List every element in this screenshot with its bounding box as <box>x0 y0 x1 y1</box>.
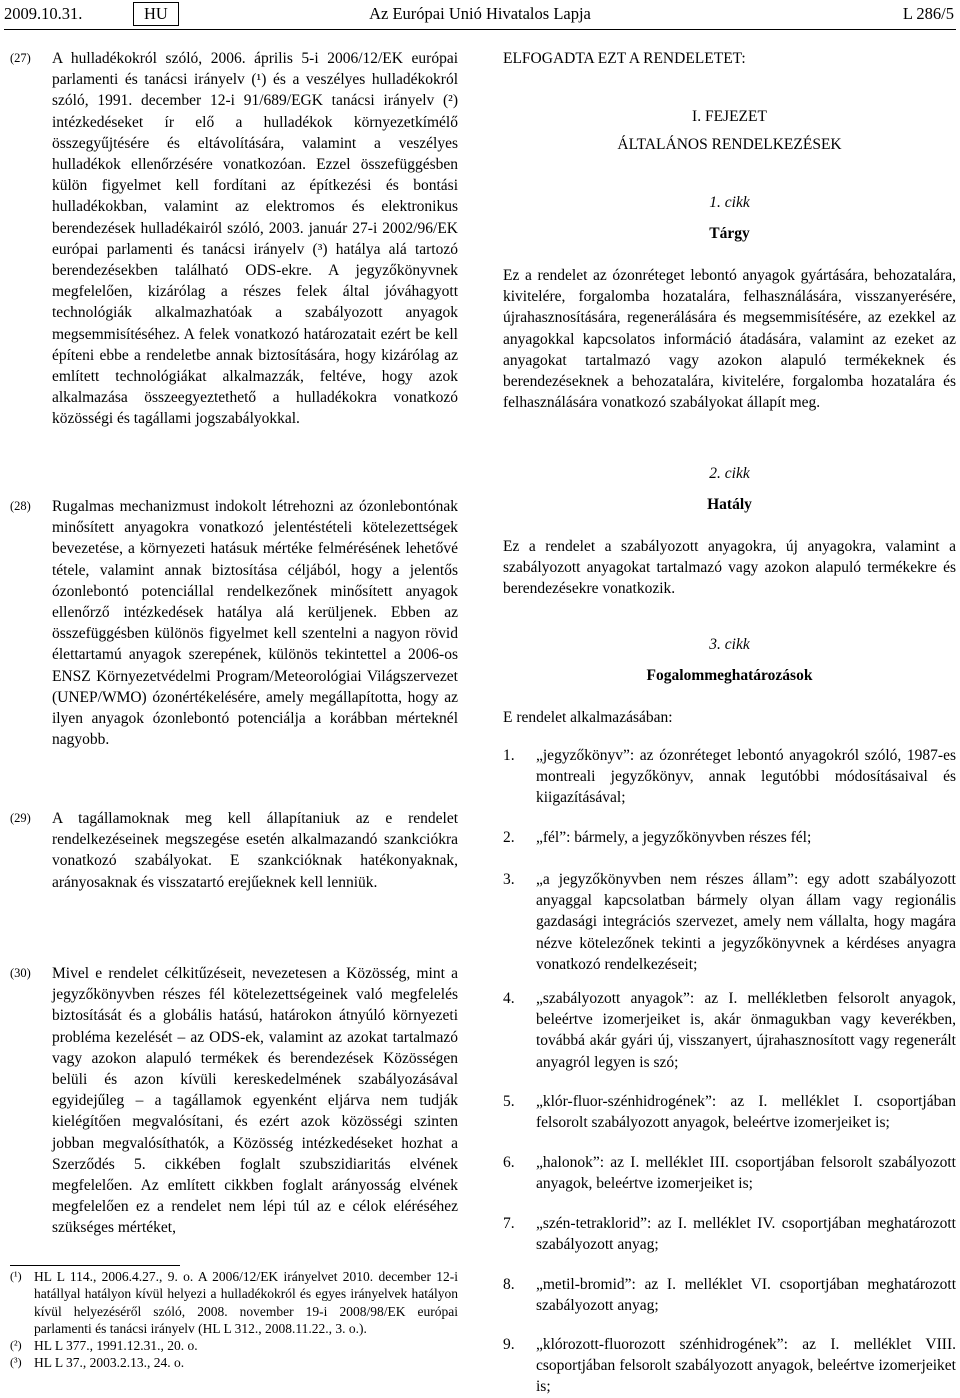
adopted-line: ELFOGADTA EZT A RENDELETET: <box>503 50 746 67</box>
recital-number: (27) <box>10 51 31 65</box>
recital-number: (29) <box>10 811 31 825</box>
definition-number: 6. <box>503 1154 515 1171</box>
recital-28 <box>10 496 458 750</box>
recital-27 <box>10 48 458 430</box>
footnote-text: HL L 114., 2006.4.27., 9. o. A 2006/12/EK irányelvet 2010. december 12-i hatállyal hatályon kívül helyezi a hulladékokról és egyes irányelvek hatályon kívül helyezéséről szóló, 2008. november 19-i 2008/98/EK európai parlamenti és tanácsi irányelv (HL L 312., 2008.11.22., 3. o.). <box>34 1269 458 1336</box>
recital-text: A tagállamoknak meg kell állapítaniuk az e rendelet rendelkezéseinek megszegése esetén alkalmazandó szankciókra vonatkozó szabályokat. E szankcióknak hatékonyaknak, arányosaknak és visszatartó erejűeknek kell lenniük. <box>52 810 458 891</box>
recital-number: (30) <box>10 966 31 980</box>
chapter-title: ÁLTALÁNOS RENDELKEZÉSEK <box>617 136 842 153</box>
definition-text: „halonok”: az I. melléklet III. csoportjában felsorolt szabályozott anyagok, beleértve izomerjeiket is; <box>536 1154 956 1193</box>
recital-30 <box>10 963 458 1239</box>
publication-date: 2009.10.31. <box>4 4 83 23</box>
definition-number: 7. <box>503 1215 515 1232</box>
language-badge: HU <box>133 2 179 26</box>
definition-1 <box>503 745 956 809</box>
definition-number: 3. <box>503 871 515 888</box>
page-header <box>0 0 960 30</box>
chapter-number: I. FEJEZET <box>692 108 767 125</box>
article-2-title: Hatály <box>707 496 752 513</box>
definition-number: 1. <box>503 747 515 764</box>
footnote-number: (¹) <box>10 1269 22 1283</box>
definition-5 <box>503 1091 956 1133</box>
footnote-text: HL L 37., 2003.2.13., 24. o. <box>34 1355 185 1371</box>
definition-number: 4. <box>503 990 515 1007</box>
header-rule <box>4 29 956 30</box>
recital-text: Mivel e rendelet célkitűzéseit, nevezetesen a Közösség, mint a jegyzőkönyvben részes fél kötelezettségeinek való megfelelés biztosítását és a globális hatású, határokon átnyúló környezeti probléma kezelését – az ODS-ek, valamint az azokat tartalmazó vagy azokon alapuló termékek és berendezések Közösségen belüli és azon kívüli kereskedelmének szabályozásával egyidejűleg – a tagállamok egyenként eljárva nem tudják kielégítően megvalósítani, és ezért azok közösségi szinten jobban megvalósíthatók, a Közösség intézkedéseket hozhat a Szerződés 5. cikkében foglalt szubszidiaritás elvének megfelelően. Az említett cikkben foglalt arányosság elvének megfelelően ez a rendelet nem lépi túl az e célok eléréséhez szükséges mértéket, <box>52 965 458 1237</box>
definition-8 <box>503 1274 956 1316</box>
definition-text: „fél”: bármely, a jegyzőkönyvben részes fél; <box>536 829 812 846</box>
footnote-3 <box>10 1354 458 1371</box>
footnote-rule <box>10 1265 180 1266</box>
article-1-text: Ez a rendelet az ózonréteget lebontó anyagok gyártására, behozatalára, kivitelére, forgalomba hozatalára, felhasználására, visszanyerésére, újrahasznosítására, regenerálására és megsemmisítésére, az ezekkel az anyagokkal kapcsolatos információ átadására, valamint az ezeket az anyagokat tartalmazó vagy azokon alapuló termékeknek és berendezéseknek a behozatalára, kivitelére, forgalomba hozatalára és felhasználására vonatkozó szabályokat állapít meg. <box>503 267 956 412</box>
definition-2 <box>503 827 956 848</box>
definition-text: „szén-tetraklorid”: az I. melléklet IV. csoportjában meghatározott szabályozott anyag; <box>536 1215 956 1254</box>
footnote-number: (³) <box>10 1355 22 1370</box>
recital-number: (28) <box>10 499 31 513</box>
footnote-1 <box>10 1268 458 1337</box>
recital-text: A hulladékokról szóló, 2006. április 5-i 2006/12/EK európai parlamenti és tanácsi irányelv (¹) és a veszélyes hulladékokról szóló, 1991. december 12-i 91/689/EGK tanácsi irányelv (²) intézkedéseket ír elő a hulladékok környezetkímélő összegyűjtésére és eltávolítására, valamint a veszélyes hulladékok ellenőrzésére vonatkozóan. Ezzel összefüggésben külön figyelmet kell fordítani az építkezési és bontási hulladékokban, valamint az elektromos és elektronikus berendezések hulladékairól szóló, 2003. január 27-i 2002/96/EK európai parlamenti és tanácsi irányelv (³) hatálya alá tartozó berendezésekben található ODS-ekre. A jegyzőkönyvnek megfelelően, kizárólag a részes felek által jóváhagyott technológiák alkalmazhatóak a szabályozott anyagok megsemmisítéséhez. A felek vonatkozó határozatait ezért be kell építeni ebbe a rendeletbe annak biztosítására, hogy kizárólag az említett technológiákat alkalmazzák, feltéve, hogy azok alkalmazása összeegyeztethető a hulladékokra vonatkozó közösségi és tagállami jogszabályokkal. <box>52 50 458 428</box>
definition-text: „klór-fluor-szénhidrogének”: az I. melléklet I. csoportjában felsorolt szabályozott anyagok, beleértve izomerjeiket is; <box>536 1093 956 1132</box>
recital-29 <box>10 808 458 893</box>
article-3-number: 3. cikk <box>709 636 750 653</box>
footnotes <box>10 1268 458 1372</box>
footnote-2 <box>10 1337 458 1354</box>
definition-text: „szabályozott anyagok”: az I. mellékletben felsorolt anyagok, beleértve izomerjeiket is, akár önmagukban vagy keverékben, továbbá akár gyári új, visszanyert, újrahasznosított vagy regenerált anyagról legyen is szó; <box>536 990 956 1071</box>
definition-9 <box>503 1334 956 1398</box>
definition-number: 2. <box>503 829 515 846</box>
definition-number: 8. <box>503 1276 515 1293</box>
definition-text: „klórozott-fluorozott szénhidrogének”: az I. melléklet VIII. csoportjában felsorolt szabályozott anyagok, beleértve izomerjeiket is; <box>536 1336 956 1396</box>
definition-7 <box>503 1213 956 1255</box>
definition-6 <box>503 1152 956 1194</box>
definition-text: „jegyzőkönyv”: az ózonréteget lebontó anyagokról szóló, 1987-es montreali jegyzőkönyv, annak legutóbbi módosításaival és kiigazításával; <box>536 747 956 807</box>
definition-3 <box>503 869 956 975</box>
footnote-text: HL L 377., 1991.12.31., 20. o. <box>34 1338 198 1354</box>
definition-number: 5. <box>503 1093 515 1110</box>
journal-title: Az Európai Unió Hivatalos Lapja <box>369 4 591 23</box>
article-2-number: 2. cikk <box>709 465 750 482</box>
article-1-number: 1. cikk <box>709 194 750 211</box>
definition-4 <box>503 988 956 1073</box>
page-number: L 286/5 <box>902 4 954 23</box>
footnote-number: (²) <box>10 1338 22 1353</box>
article-3-title: Fogalommeghatározások <box>646 667 813 684</box>
definition-text: „a jegyzőkönyvben nem részes állam”: egy adott szabályozott anyaggal kapcsolatban bármely olyan állam vagy regionális gazdasági integrációs szervezet, amely nem vállalta, hogy magára nézve kötelezőnek tekinti a jegyzőkönyvnek a kérdéses anyagra vonatkozó rendelkezéseit; <box>536 871 956 973</box>
article-1-title: Tárgy <box>709 225 750 242</box>
recital-text: Rugalmas mechanizmust indokolt létrehozni az ózonlebontónak minősített anyagokra vonatkozó jelentéstételi kötelezettségek bevezetése, a környezeti hatásuk mértéke felmérésének lehetővé tétele, valamint annak biztosítása céljából, hogy a jelentős ózonlebontó potenciállal rendelkezőnek minősített anyagok ellenőrző intézkedések hatálya alá kerüljenek. Ebben az összefüggésben különös figyelmet kell szentelni a nagyon rövid élettartamú anyagok szerepének, különös tekintettel a 2006-os ENSZ Környezetvédelmi Program/Meteorológiai Világszervezet (UNEP/WMO) ózonértékelésére, amely megállapította, hogy az ilyen anyagok ózonlebontó potenciálja a korábban mérteknél nagyobb. <box>52 498 458 749</box>
definition-number: 9. <box>503 1336 515 1353</box>
definition-text: „metil-bromid”: az I. melléklet VI. csoportjában meghatározott szabályozott anyag; <box>536 1276 956 1315</box>
article-3-intro: E rendelet alkalmazásában: <box>503 709 673 726</box>
article-2-text: Ez a rendelet a szabályozott anyagokra, új anyagokra, valamint a szabályozott anyagokat tartalmazó vagy azokon alapuló termékekre és berendezésekre vonatkozik. <box>503 538 956 598</box>
